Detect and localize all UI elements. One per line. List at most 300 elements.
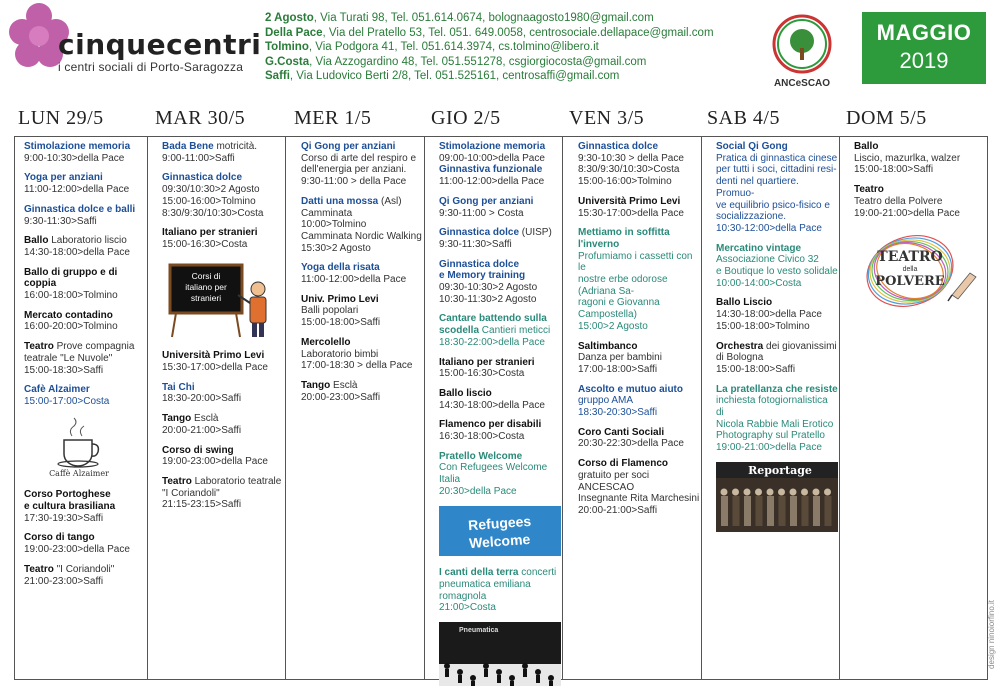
event-title: Mercatino vintage	[716, 242, 802, 254]
event-detail: 19:00-21:00>della Pace	[716, 442, 822, 454]
event-title-line	[578, 384, 700, 396]
event-title-line	[578, 196, 700, 208]
event-title-line	[24, 204, 146, 216]
event-title-line	[716, 297, 838, 309]
event-title-line	[24, 384, 146, 396]
image-caption: Pneumatica	[459, 627, 499, 635]
event-block	[578, 227, 700, 332]
event-detail: 16:30-18:00>Costa	[439, 431, 525, 443]
event-detail: 14:30-18:00>della Pace	[439, 399, 545, 411]
event-title: Ginnastica dolce	[439, 227, 520, 239]
event-title-line	[162, 476, 284, 488]
event-detail: Camminata	[301, 207, 353, 219]
event-block	[24, 532, 146, 555]
day-header-ven: VEN 3/5	[569, 107, 645, 129]
event-detail: gratuito per soci ANCESCAO	[578, 469, 650, 493]
italiano-board-illustration	[162, 259, 274, 339]
event-block	[578, 384, 700, 419]
event-title-continued: e Memory training	[439, 270, 526, 282]
contact-line	[265, 55, 745, 70]
event-title-note: Laboratorio liscio	[48, 235, 127, 247]
event-title: Università Primo Levi	[162, 350, 265, 362]
event-title: Tango	[301, 379, 331, 391]
image-caption: della	[902, 266, 918, 274]
event-detail: Con Refugees Welcome Italia	[439, 462, 548, 486]
event-detail: 10:30-11:30>2 Agosto	[439, 293, 537, 305]
event-title: Ballo Liscio	[716, 297, 773, 309]
event-detail: ve equilibrio psico-fisico e	[716, 199, 830, 211]
event-title-line	[439, 451, 561, 463]
event-detail: Balli popolari	[301, 305, 359, 317]
event-title-line	[162, 227, 284, 239]
event-detail: 09:00-10:00>della Pace	[439, 152, 545, 164]
event-title-line	[854, 184, 984, 196]
event-title: Flamenco per disabili	[439, 419, 542, 431]
event-block	[716, 384, 838, 454]
event-detail: 9:30-11:30>Saffi	[24, 215, 97, 227]
event-title: Datti una mossa	[301, 195, 379, 207]
contact-center-name: G.Costa	[265, 55, 310, 68]
logo-subtitle: i centri sociali di Porto-Saragozza	[58, 60, 244, 74]
event-title: Qi Gong per anziani	[301, 141, 396, 152]
event-detail: 15:00-16:00>Tolmino	[578, 176, 672, 188]
day-column-ven	[578, 141, 700, 525]
event-title: Corso Portoghese	[24, 489, 111, 501]
event-title-continued: scodella	[439, 325, 480, 337]
event-detail: Associazione Civico 32	[716, 254, 819, 266]
contact-center-name: 2 Agosto	[265, 12, 314, 24]
event-title-note: Esclà	[191, 413, 219, 425]
event-detail: 20:00-21:00>Saffi	[162, 424, 242, 436]
event-title-line	[301, 262, 423, 274]
event-detail: 20:30>della Pace	[439, 485, 517, 497]
event-title-line	[24, 310, 146, 322]
event-title: Pratello Welcome	[439, 450, 523, 462]
event-detail: gruppo AMA	[578, 395, 634, 407]
event-detail: 11:00-12:00>della Pace	[24, 184, 130, 196]
event-block	[578, 196, 700, 219]
design-credit: design ninoiorfino.it	[987, 600, 996, 669]
event-title: Teatro	[162, 475, 192, 487]
event-block	[162, 382, 284, 405]
event-block	[439, 451, 561, 498]
month-badge	[862, 12, 986, 84]
logo-name: cinquecentri	[58, 28, 262, 61]
event-detail: ragoni e Giovanna Campostella)	[578, 297, 660, 321]
reportage-photo-illustration	[716, 462, 838, 532]
event-detail: 17:00-18:30 > della Pace	[301, 360, 413, 372]
event-detail: Photography sul Pratello	[716, 430, 825, 442]
event-title: Ballo di gruppo e di coppia	[24, 266, 118, 290]
event-title-line	[24, 532, 146, 544]
event-detail: 9:00-10:30>della Pace	[24, 152, 125, 164]
event-detail: 15:00>2 Agosto	[578, 320, 648, 332]
event-block	[301, 141, 423, 188]
event-title-line	[24, 341, 146, 353]
event-title: Teatro	[24, 563, 54, 575]
event-block	[716, 141, 838, 235]
event-detail: Profumiamo i cassetti con le	[578, 250, 693, 274]
event-title-note: Cantieri meticci	[479, 325, 551, 337]
contact-center-name: Saffi	[265, 70, 290, 83]
schedule-grid	[14, 136, 988, 680]
event-detail: 15:00-18:00>Tolmino	[716, 320, 810, 332]
event-title: Stimolazione memoria	[24, 141, 131, 152]
event-detail: 19:00-23:00>della Pace	[162, 456, 268, 468]
event-block	[578, 341, 700, 376]
event-block	[162, 350, 284, 373]
event-title-line	[716, 341, 838, 353]
day-column-mar	[162, 141, 284, 519]
event-block	[439, 357, 561, 380]
event-detail: 15:00-16:30>Costa	[162, 238, 248, 250]
event-block	[716, 341, 838, 376]
event-title: Ginnastica dolce	[578, 141, 659, 152]
event-title-line	[716, 384, 838, 396]
event-detail: Nicola Rabbie Mali Erotico	[716, 418, 834, 430]
event-title-line	[439, 164, 561, 176]
event-detail: 15:00-18:00>Saffi	[716, 363, 796, 375]
image-caption: TEATRO	[877, 249, 943, 266]
event-title: Cafè Alzaimer	[24, 384, 90, 396]
event-detail: 8:30/9:30/10:30>Costa	[162, 207, 264, 219]
event-title-note: motricità.	[213, 141, 258, 152]
event-detail: 16:00-18:00>Tolmino	[24, 290, 118, 302]
event-block	[162, 413, 284, 436]
event-block	[24, 384, 146, 407]
event-title-line	[301, 141, 423, 153]
event-title-line	[24, 564, 146, 576]
event-detail: dell'energia per anziani.	[301, 164, 407, 176]
event-title: Univ. Primo Levi	[301, 293, 379, 305]
event-title-line	[439, 325, 561, 337]
event-title: Mercato contadino	[24, 309, 113, 321]
event-detail: Danza per bambini	[578, 352, 662, 364]
event-detail: Laboratorio bimbi	[301, 348, 379, 360]
event-block	[578, 458, 700, 517]
event-title-line	[578, 239, 700, 251]
image-caption: POLVERE	[875, 274, 945, 290]
day-header-mer: MER 1/5	[294, 107, 372, 129]
image-caption: Caffè Alzaimer	[49, 468, 109, 478]
image-caption: stranieri	[190, 292, 222, 303]
event-title-line	[439, 270, 561, 282]
event-detail: 09:30/10:30>2 Agosto	[162, 184, 260, 196]
event-title-line	[439, 227, 561, 239]
contact-details: , Via Podgora 41, Tel. 051.614.3974, cs.tolmino@libero.it	[308, 41, 599, 54]
contact-details: , Via del Pratello 53, Tel. 051. 649.0058, centrosociale.dellapace@gmail.com	[322, 26, 714, 39]
event-title: Mettiamo in soffitta	[578, 227, 670, 239]
event-title-line	[439, 196, 561, 208]
event-detail: 16:00-20:00>Tolmino	[24, 321, 118, 333]
event-detail: 15:30-17:00>della Pace	[162, 362, 268, 374]
refugees-welcome-image	[439, 506, 561, 560]
refugees-welcome-illustration	[439, 506, 561, 556]
event-block	[301, 196, 423, 255]
day-column-lun	[24, 141, 146, 595]
event-block	[439, 227, 561, 250]
contact-line	[265, 69, 745, 84]
concert-photo-illustration	[439, 622, 561, 686]
event-block	[439, 196, 561, 219]
contact-line	[265, 40, 745, 55]
event-detail: 14:30-18:00>della Pace	[716, 309, 822, 321]
event-block	[439, 419, 561, 442]
event-detail: pneumatica emiliana romagnola	[439, 578, 531, 602]
event-title-line	[439, 313, 561, 325]
event-detail: "I Coriandoli"	[162, 487, 220, 499]
event-title: Ginnastica dolce	[162, 172, 243, 184]
concert-photo-image	[439, 622, 561, 686]
event-title-line	[162, 141, 284, 153]
event-detail: 15:00-18:00>Saffi	[301, 317, 381, 329]
event-block	[439, 259, 561, 306]
contact-line	[265, 26, 745, 41]
event-title-line	[578, 141, 700, 153]
event-title-line	[162, 413, 284, 425]
event-title: Saltimbanco	[578, 340, 638, 352]
event-title: Cantare battendo sulla	[439, 313, 547, 325]
event-title: Yoga per anziani	[24, 172, 103, 184]
event-detail: 10:30-12:00>della Pace	[716, 222, 822, 234]
event-title: Ballo	[854, 141, 879, 152]
event-detail: 10:00-14:00>Costa	[716, 277, 802, 289]
event-block	[439, 141, 561, 164]
event-block	[24, 267, 146, 302]
event-title-line	[716, 243, 838, 255]
event-block	[24, 172, 146, 195]
day-column-mer	[301, 141, 423, 411]
event-title: La pratellanza che resiste	[716, 383, 838, 395]
event-title-line	[162, 382, 284, 394]
event-title: Bada Bene	[162, 141, 214, 152]
event-title-line	[439, 567, 561, 579]
event-detail: 14:30-18:00>della Pace	[24, 246, 130, 258]
event-title: Ballo liscio	[439, 387, 492, 399]
event-title: Corso di Flamenco	[578, 458, 669, 470]
teatro-polvere-illustration	[854, 227, 978, 313]
event-detail: 15:00-16:00>Tolmino	[162, 195, 256, 207]
event-block	[301, 380, 423, 403]
event-block	[578, 427, 700, 450]
event-detail: 9:30-10:30 > della Pace	[578, 152, 684, 164]
event-title: Qi Gong per anziani	[439, 195, 534, 207]
event-detail: 10:00>Tolmino	[301, 219, 367, 231]
event-detail: 20:00-23:00>Saffi	[301, 391, 381, 403]
event-detail: 20:00-21:00>Saffi	[578, 504, 658, 516]
event-title: Teatro	[854, 184, 884, 196]
event-detail: e Boutique lo vesto solidale	[716, 266, 838, 278]
event-detail: 9:30-11:30>Saffi	[439, 238, 512, 250]
event-detail: 19:00-21:00>della Pace	[854, 207, 960, 219]
event-block	[162, 172, 284, 219]
event-block	[162, 445, 284, 468]
image-caption: Welcome	[468, 530, 531, 551]
event-title-line	[162, 445, 284, 457]
event-detail: nostre erbe odorose (Adriana Sa-	[578, 274, 668, 297]
contact-details: , Via Turati 98, Tel. 051.614.0674, bolognaagosto1980@gmail.com	[313, 12, 654, 24]
event-detail: per tutti i soci, cittadini resi-	[716, 164, 837, 176]
event-block	[24, 564, 146, 587]
event-block	[301, 262, 423, 285]
event-detail: Camminata Nordic Walking	[301, 230, 422, 242]
event-title-line	[854, 141, 984, 153]
event-title-line	[24, 141, 146, 153]
event-detail: 15:30>2 Agosto	[301, 242, 371, 254]
event-detail: 09:30-10:30>2 Agosto	[439, 282, 538, 294]
event-title-continued: e cultura brasiliana	[24, 501, 116, 513]
event-detail: 21:00>Costa	[439, 602, 496, 614]
event-detail: socializzazione.	[716, 211, 787, 223]
event-title-note: "I Coriandoli"	[53, 563, 115, 575]
event-title: Teatro	[24, 341, 54, 353]
contact-center-name: Tolmino	[265, 41, 309, 54]
month-year: 2019	[899, 48, 949, 73]
event-title-line	[24, 501, 146, 513]
event-detail: Insegnante Rita Marchesini	[578, 493, 700, 505]
event-title-note: concerti	[518, 567, 557, 579]
event-title-line	[301, 294, 423, 306]
event-title-line	[24, 172, 146, 184]
event-block	[24, 489, 146, 524]
event-title: Ginnastica dolce	[439, 258, 520, 270]
event-title-line	[578, 427, 700, 439]
day-column-dom	[854, 141, 984, 325]
event-title: Ginnastiva funzionale	[439, 164, 543, 176]
event-title-line	[162, 350, 284, 362]
event-detail: di Bologna	[716, 352, 764, 364]
event-detail: Liscio, mazurlka, walzer	[854, 152, 961, 164]
event-title-continued: l'inverno	[578, 238, 620, 250]
day-header-sab: SAB 4/5	[707, 107, 780, 129]
event-block	[854, 184, 984, 219]
event-detail: 15:00-18:00>Saffi	[854, 164, 934, 176]
cafe-alzaimer-image	[24, 416, 146, 482]
event-detail: 15:30-17:00>della Pace	[578, 207, 684, 219]
event-title: Ascolto e mutuo aiuto	[578, 383, 683, 395]
event-title: Yoga della risata	[301, 262, 380, 274]
event-detail: 18:30-22:00>della Pace	[439, 336, 545, 348]
cafe-alzaimer-illustration	[24, 416, 134, 478]
event-title-line	[439, 259, 561, 271]
event-block	[162, 227, 284, 250]
event-title-line	[24, 235, 146, 247]
reportage-photo-image	[716, 462, 838, 536]
event-title-line	[301, 196, 423, 208]
event-detail: 18:30-20:00>Saffi	[162, 393, 242, 405]
event-title: Social Qi Gong	[716, 141, 788, 152]
event-detail: 15:00-18:30>Saffi	[24, 364, 104, 376]
event-block	[24, 310, 146, 333]
ancescao-logo	[772, 14, 832, 74]
event-detail: 18:30-20:30>Saffi	[578, 407, 658, 419]
event-block	[24, 204, 146, 227]
day-header-lun: LUN 29/5	[18, 107, 104, 129]
event-block	[439, 388, 561, 411]
event-title: Ginnastica dolce e balli	[24, 203, 136, 215]
event-title: Università Primo Levi	[578, 195, 681, 207]
event-detail: 9:00-11:00>Saffi	[162, 152, 235, 164]
event-block	[301, 337, 423, 372]
day-column-sab	[716, 141, 838, 544]
day-header-mar: MAR 30/5	[155, 107, 246, 129]
event-block	[716, 243, 838, 290]
event-title: Italiano per stranieri	[439, 356, 535, 368]
event-detail: 8:30/9:30/10:30>Costa	[578, 164, 680, 176]
event-title: Stimolazione memoria	[439, 141, 546, 152]
day-header-dom: DOM 5/5	[846, 107, 927, 129]
event-title-line	[301, 380, 423, 392]
event-detail: Corso di arte del respiro e	[301, 152, 417, 164]
image-caption: Refugees	[467, 512, 532, 533]
event-block	[24, 141, 146, 164]
event-detail: 21:00-23:00>Saffi	[24, 575, 104, 587]
event-title: I canti della terra	[439, 567, 519, 579]
event-title: Tai Chi	[162, 381, 195, 393]
contacts-list	[265, 11, 745, 84]
contact-center-name: Della Pace	[265, 26, 323, 39]
month-name: MAGGIO	[876, 20, 972, 45]
contact-details: , Via Ludovico Berti 2/8, Tel. 051.525161, centrosaffi@gmail.com	[289, 70, 620, 83]
event-detail: inchiesta fotogiornalistica di	[716, 395, 828, 419]
event-title-note: Esclà	[330, 379, 358, 391]
image-caption: Reportage	[748, 463, 812, 477]
event-block	[301, 294, 423, 329]
event-title-line	[162, 172, 284, 184]
event-detail: 15:00-16:30>Costa	[439, 368, 525, 380]
event-title: Coro Canti Sociali	[578, 426, 665, 438]
day-column-gio	[439, 141, 561, 686]
italiano-board-image	[162, 259, 284, 343]
day-header-gio: GIO 2/5	[431, 107, 501, 129]
event-detail: 20:30-22:30>della Pace	[578, 438, 684, 450]
event-title-line	[24, 489, 146, 501]
contact-details: , Via Azzogardino 48, Tel. 051.551278, csgiorgiocosta@gmail.com	[309, 55, 647, 68]
event-title-note: dei giovanissimi	[763, 340, 837, 352]
event-detail: teatrale "Le Nuvole"	[24, 352, 113, 364]
event-detail: 11:00-12:00>della Pace	[301, 274, 407, 286]
event-block	[439, 313, 561, 348]
event-title-line	[439, 141, 561, 153]
event-detail: 21:15-23:15>Saffi	[162, 499, 242, 511]
ancescao-label: ANCeSCAO	[773, 78, 831, 89]
event-block	[854, 141, 984, 176]
event-detail: Pratica di ginnastica cinese	[716, 152, 838, 164]
event-block	[162, 476, 284, 511]
event-title-note: (UISP)	[519, 227, 552, 239]
image-caption: Corsi di	[191, 270, 221, 281]
event-title-note: Prove compagnia	[53, 341, 135, 353]
event-detail: 17:30-19:30>Saffi	[24, 512, 104, 524]
event-block	[24, 235, 146, 258]
event-detail: Teatro della Polvere	[854, 195, 943, 207]
event-title: Orchestra	[716, 340, 764, 352]
event-detail: 19:00-23:00>della Pace	[24, 544, 130, 556]
event-title-line	[24, 267, 146, 290]
contact-line	[265, 11, 745, 26]
event-title-line	[301, 337, 423, 349]
event-detail: 11:00-12:00>della Pace	[439, 176, 545, 188]
event-title-line	[439, 357, 561, 369]
event-title-line	[716, 141, 838, 153]
event-title: Mercolello	[301, 336, 351, 348]
event-detail: 9:30-11:00 > della Pace	[301, 176, 407, 188]
event-title-line	[439, 388, 561, 400]
event-block	[162, 141, 284, 164]
event-detail: 15:00-17:00>Costa	[24, 395, 110, 407]
event-title: Corso di swing	[162, 444, 234, 456]
event-block	[439, 164, 561, 187]
